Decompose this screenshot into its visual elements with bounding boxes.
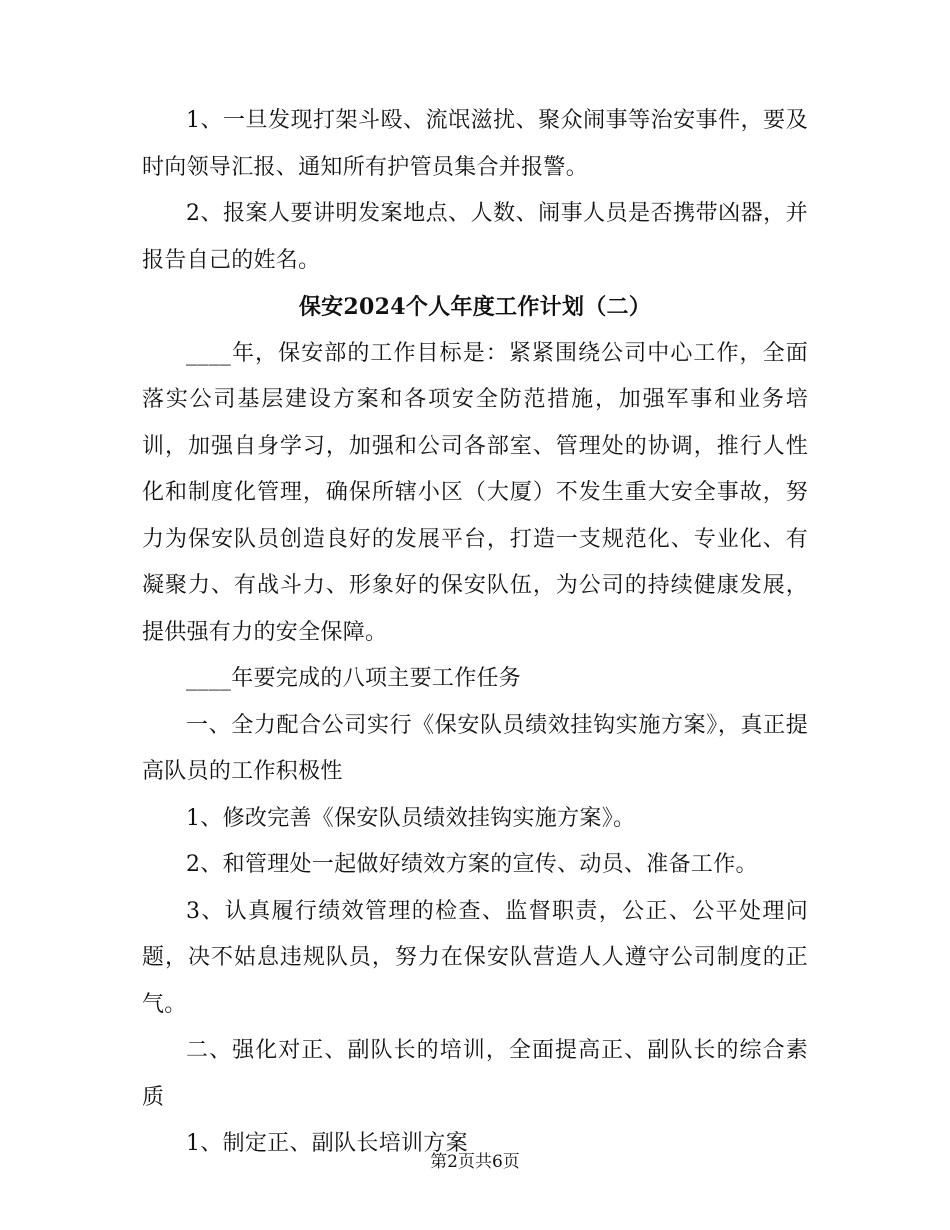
paragraph-work-goal: ____年，保安部的工作目标是：紧紧围绕公司中心工作，全面落实公司基层建设方案和各项安全防范措施，加强军事和业务培训，加强自身学习，加强和公司各部室、管理处的协调，推行人性化和制度化管理，确保所辖小区（大厦）不发生重大安全事故，努力为保安队员创造良好的发展平台，打造一支规范化、专业化、有凝聚力、有战斗力、形象好的保安队伍，为公司的持续健康发展，提供强有力的安全保障。 <box>142 340 808 645</box>
paragraph-incident-report: 1、一旦发现打架斗殴、流氓滋扰、聚众闹事等治安事件，要及时向领导汇报、通知所有护管员集合并报警。 <box>142 108 808 180</box>
paragraph-item-3: 3、认真履行绩效管理的检查、监督职责，公正、公平处理问题，决不姑息违规队员，努力在保安队营造人人遵守公司制度的正气。 <box>142 898 808 1017</box>
page-number-footer: 第2页共6页 <box>430 1152 520 1172</box>
paragraph-section-two-item-1: 1、制定正、副队长培训方案 <box>186 1131 468 1156</box>
paragraph-section-one-heading: 一、全力配合公司实行《保安队员绩效挂钩实施方案》，真正提高队员的工作积极性 <box>142 712 808 784</box>
document-body <box>142 98 808 1168</box>
paragraph-item-1: 1、修改完善《保安队员绩效挂钩实施方案》。 <box>186 805 636 831</box>
paragraph-section-two-heading: 二、强化对正、副队长的培训，全面提高正、副队长的综合素质 <box>142 1038 808 1110</box>
document-title: 保安2024个人年度工作计划（二） <box>298 294 652 320</box>
paragraph-item-2: 2、和管理处一起做好绩效方案的宣传、动员、准备工作。 <box>186 852 758 877</box>
paragraph-eight-tasks-heading: ____年要完成的八项主要工作任务 <box>186 666 522 691</box>
paragraph-reporter-details: 2、报案人要讲明发案地点、人数、闹事人员是否携带凶器，并报告自己的姓名。 <box>142 201 808 273</box>
